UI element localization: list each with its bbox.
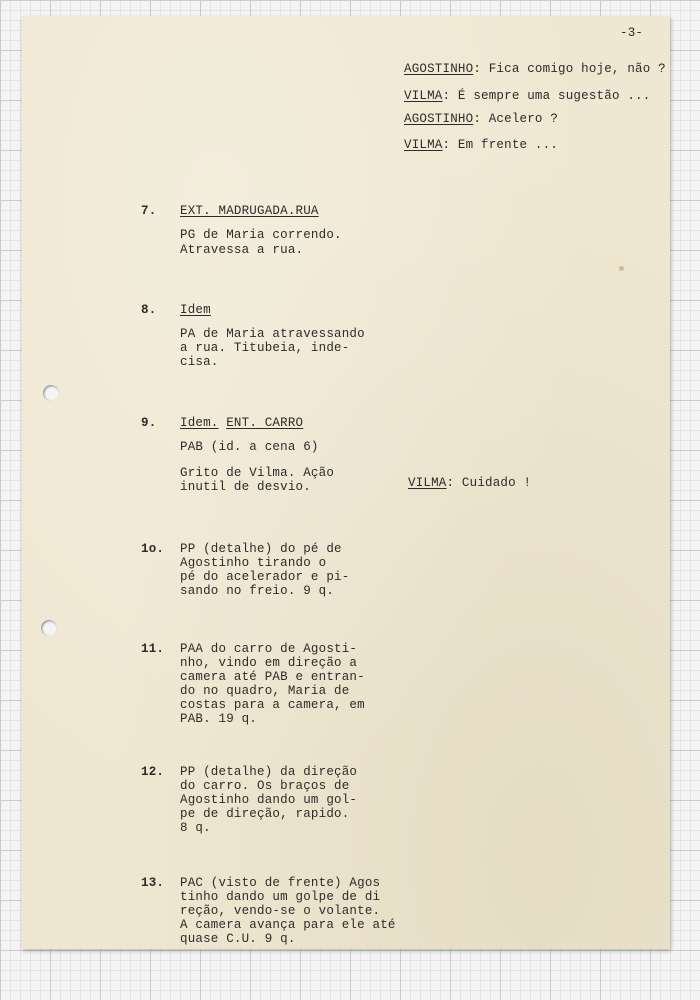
dialogue-text: : É sempre uma sugestão ... <box>442 89 651 103</box>
scene-description-line: Agostinho dando um gol- <box>180 793 358 807</box>
dialogue-line <box>404 62 666 77</box>
page-number: -3- <box>620 26 644 40</box>
dialogue-line <box>404 138 558 153</box>
scene-description-line: inutil de desvio. <box>180 480 311 494</box>
scene-number: 9. <box>141 416 157 430</box>
scene-number: 11. <box>141 642 165 656</box>
scene-heading-part: ENT. CARRO <box>226 416 304 430</box>
scene-description-line: Atravessa a rua. <box>180 243 304 257</box>
scene-description-line: camera até PAB e entran- <box>180 670 365 684</box>
scene-description-line: Grito de Vilma. Ação <box>180 466 335 480</box>
dialogue-line <box>404 112 558 127</box>
scene-description-line: tinho dando um golpe de di <box>180 890 381 904</box>
dialogue-text: : Acelero ? <box>473 112 559 126</box>
scene-description-line: pe de direção, rapido. <box>180 807 350 821</box>
scene-description-line: PP (detalhe) da direção <box>180 765 358 779</box>
scene-description-line: 8 q. <box>180 821 211 835</box>
scene-number: 8. <box>141 303 157 317</box>
scene-heading-part: Idem. <box>180 416 219 430</box>
scene-description-line: PP (detalhe) do pé de <box>180 542 342 556</box>
scene-description-line: costas para a camera, em <box>180 698 365 712</box>
dialogue-line <box>408 476 531 491</box>
scene-description-line: cisa. <box>180 355 219 369</box>
paper-stain <box>619 266 624 271</box>
scene-description-line: pé do acelerador e pi- <box>180 570 350 584</box>
dialogue-line <box>404 89 650 104</box>
scene-description-line: a rua. Titubeia, inde- <box>180 341 350 355</box>
scene-heading <box>180 416 303 431</box>
scene-description-line: A camera avança para ele até <box>180 918 396 932</box>
scene-number: 13. <box>141 876 165 890</box>
speaker-name: AGOSTINHO <box>404 62 474 76</box>
scene-description-line: PAC (visto de frente) Agos <box>180 876 381 890</box>
scene-description-line: PAB (id. a cena 6) <box>180 440 319 454</box>
punch-hole <box>43 385 59 401</box>
speaker-name: VILMA <box>404 89 443 103</box>
scene-description-line: PAA do carro de Agosti- <box>180 642 358 656</box>
scene-description-line: PAB. 19 q. <box>180 712 258 726</box>
scene-number: 1o. <box>141 542 165 556</box>
scene-description-line: sando no freio. 9 q. <box>180 584 335 598</box>
scene-description-line: quase C.U. 9 q. <box>180 932 296 946</box>
scene-description-line: reção, vendo-se o volante. <box>180 904 381 918</box>
speaker-name: VILMA <box>404 138 443 152</box>
scene-description-line: nho, vindo em direção a <box>180 656 358 670</box>
scene-heading: EXT. MADRUGADA.RUA <box>180 204 319 218</box>
scene-description-line: PG de Maria correndo. <box>180 228 342 242</box>
scene-heading: Idem <box>180 303 211 317</box>
scene-number: 7. <box>141 204 157 218</box>
scene-number: 12. <box>141 765 165 779</box>
dialogue-text: : Em frente ... <box>442 138 559 152</box>
speaker-name: AGOSTINHO <box>404 112 474 126</box>
speaker-name: VILMA <box>408 476 447 490</box>
dialogue-text: : Fica comigo hoje, não ? <box>473 62 666 76</box>
scene-description-line: PA de Maria atravessando <box>180 327 365 341</box>
scene-description-line: do no quadro, Maria de <box>180 684 350 698</box>
scene-description-line: do carro. Os braços de <box>180 779 350 793</box>
scene-description-line: Agostinho tirando o <box>180 556 327 570</box>
dialogue-text: : Cuidado ! <box>446 476 532 490</box>
punch-hole <box>41 620 57 636</box>
